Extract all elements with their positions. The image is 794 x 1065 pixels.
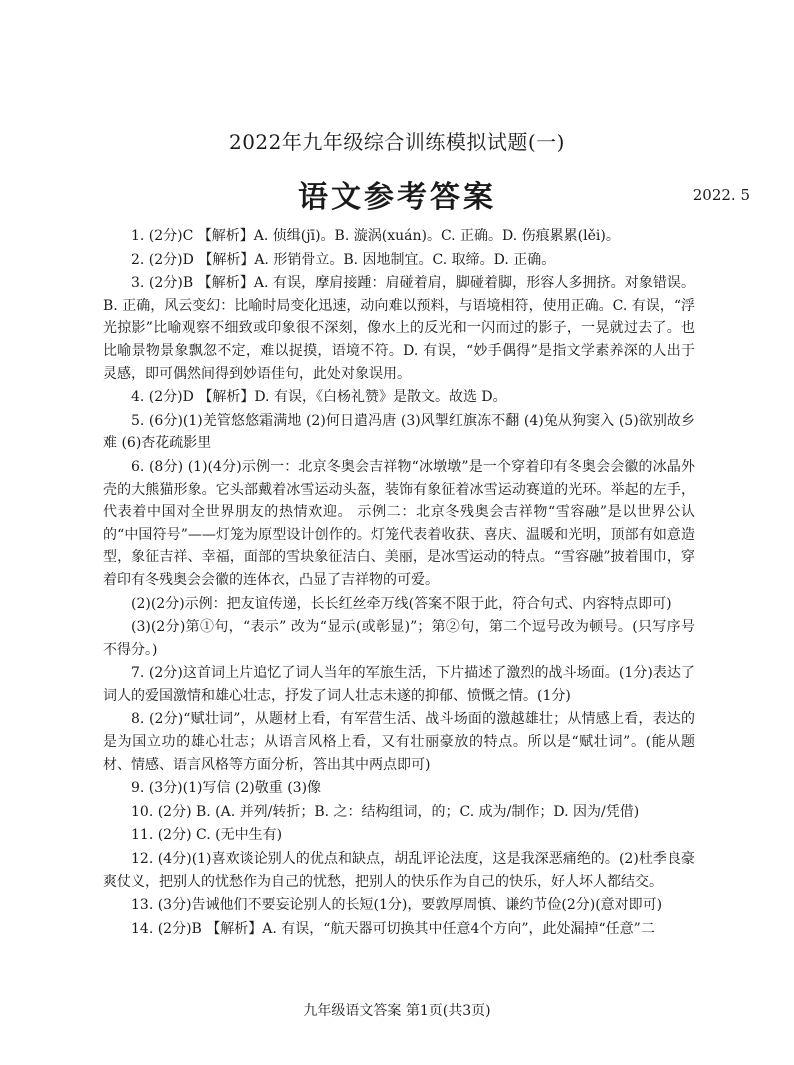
exam-title: 2022年九年级综合训练模拟试题(一) — [228, 130, 565, 154]
answer-key-heading: 语文参考答案 — [298, 180, 496, 215]
answer-1: 1. (2分)C 【解析】A. 侦缉(jī)。B. 漩涡(xuán)。C. 正确。D. 伤痕累累(lěi)。 — [131, 228, 620, 244]
answer-7: 7. (2分)这首词上片追忆了词人当年的军旅生活，下片描述了激烈的战斗场面。(1分)表达了词人的爱国激情和雄心壮志，抒发了词人壮志未遂的抑郁、愤慨之情。(1分) — [103, 665, 695, 704]
page-footer: 九年级语文答案 第1页(共3页) — [303, 1003, 491, 1019]
answer-6-part-1: 6. (8分) (1)(4分)示例一：北京冬奥会吉祥物“冰墩墩”是一个穿着印有冬奥会会徽的冰晶外壳的大熊猫形象。它头部戴着冰雪运动头盔，装饰有象征着冰雪运动赛道的光环。举起的左手，代表着中国对全世界朋友的热情欢迎。 示例二：北京冬残奥会吉祥物“雪容融”是以世界公认的“中国符号”——灯笼为原型设计创作的。灯笼代表着收获、喜庆、温暖和光明，顶部有如意造型，象征吉祥、幸福，面部的雪块象征洁白、美丽，是冰雪运动的特点。“雪容融”披着围巾，穿着印有冬残奥会会徽的连体衣，凸显了吉祥物的可爱。 — [103, 458, 695, 588]
answer-3: 3. (2分)B 【解析】A. 有误，摩肩接踵：肩碰着肩，脚碰着脚，形容人多拥挤。对象错误。B. 正确，风云变幻：比喻时局变化迅速，动向难以预料，与语境相符，使用正确。C. 有误，“浮光掠影”比喻观察不细致或印象很不深刻，像水上的反光和一闪而过的影子，一晃就过去了。也比喻景物景象飘忽不定，难以捉摸，语境不符。D. 有误，“妙手偶得”是指文学素养深的人出于灵感，即可偶然间得到妙语佳句，此处对象误用。 — [103, 275, 695, 382]
answer-13: 13. (3分)告诫他们不要妄论别人的长短(1分)，要敦厚周慎、谦约节俭(2分)(意对即可) — [131, 897, 663, 914]
answer-2: 2. (2分)D 【解析】A. 形销骨立。B. 因地制宜。C. 取缔。D. 正确。 — [131, 251, 556, 268]
answer-8: 8. (2分)“赋壮词”，从题材上看，有军营生活、战斗场面的激越雄壮；从情感上看，表达的是为国立功的雄心壮志；从语言风格上看，又有壮丽豪放的特点。所以是“赋壮词”。(能从题材、情感、语言风格等方面分析，答出其中两点即可) — [103, 711, 695, 773]
answer-9: 9. (3分)(1)写信 (2)敬重 (3)像 — [131, 780, 322, 797]
answer-list — [103, 225, 695, 941]
subtitle-row — [0, 172, 794, 215]
answer-5: 5. (6分)(1)羌管悠悠霜满地 (2)何日遣冯唐 (3)风掣红旗冻不翻 (4)兔从狗窦入 (5)欲别故乡难 (6)杏花疏影里 — [103, 412, 695, 452]
answer-4: 4. (2分)D 【解析】D. 有误，《白杨礼赞》是散文。故选 D。 — [131, 389, 507, 406]
answer-11: 11. (2分) C. (无中生有) — [131, 827, 283, 844]
answer-14: 14. (2分)B 【解析】A. 有误，“航天器可切换其中任意4个方向”，此处漏掉“任意”二 — [131, 920, 655, 937]
exam-date: 2022. 5 — [692, 186, 750, 204]
answer-10: 10. (2分) B. (A. 并列/转折；B. 之：结构组词，的；C. 成为/制作；D. 因为/凭借) — [131, 803, 640, 820]
answer-12: 12. (4分)(1)喜欢谈论别人的优点和缺点，胡乱评论法度，这是我深恶痛绝的。(2)杜季良豪爽仗义，把别人的忧愁作为自己的忧愁，把别人的快乐作为自己的快乐，好人坏人都结交。 — [103, 851, 695, 890]
answer-6-part-2: (2)(2分)示例：把友谊传递，长长红丝牵万线(答案不限于此，符合句式、内容特点即可) — [131, 595, 672, 612]
answer-6-part-3: (3)(2分)第①句，“表示” 改为“显示(或彰显)”；第②句，第二个逗号改为顿号。(只写序号不得分。) — [103, 619, 695, 658]
